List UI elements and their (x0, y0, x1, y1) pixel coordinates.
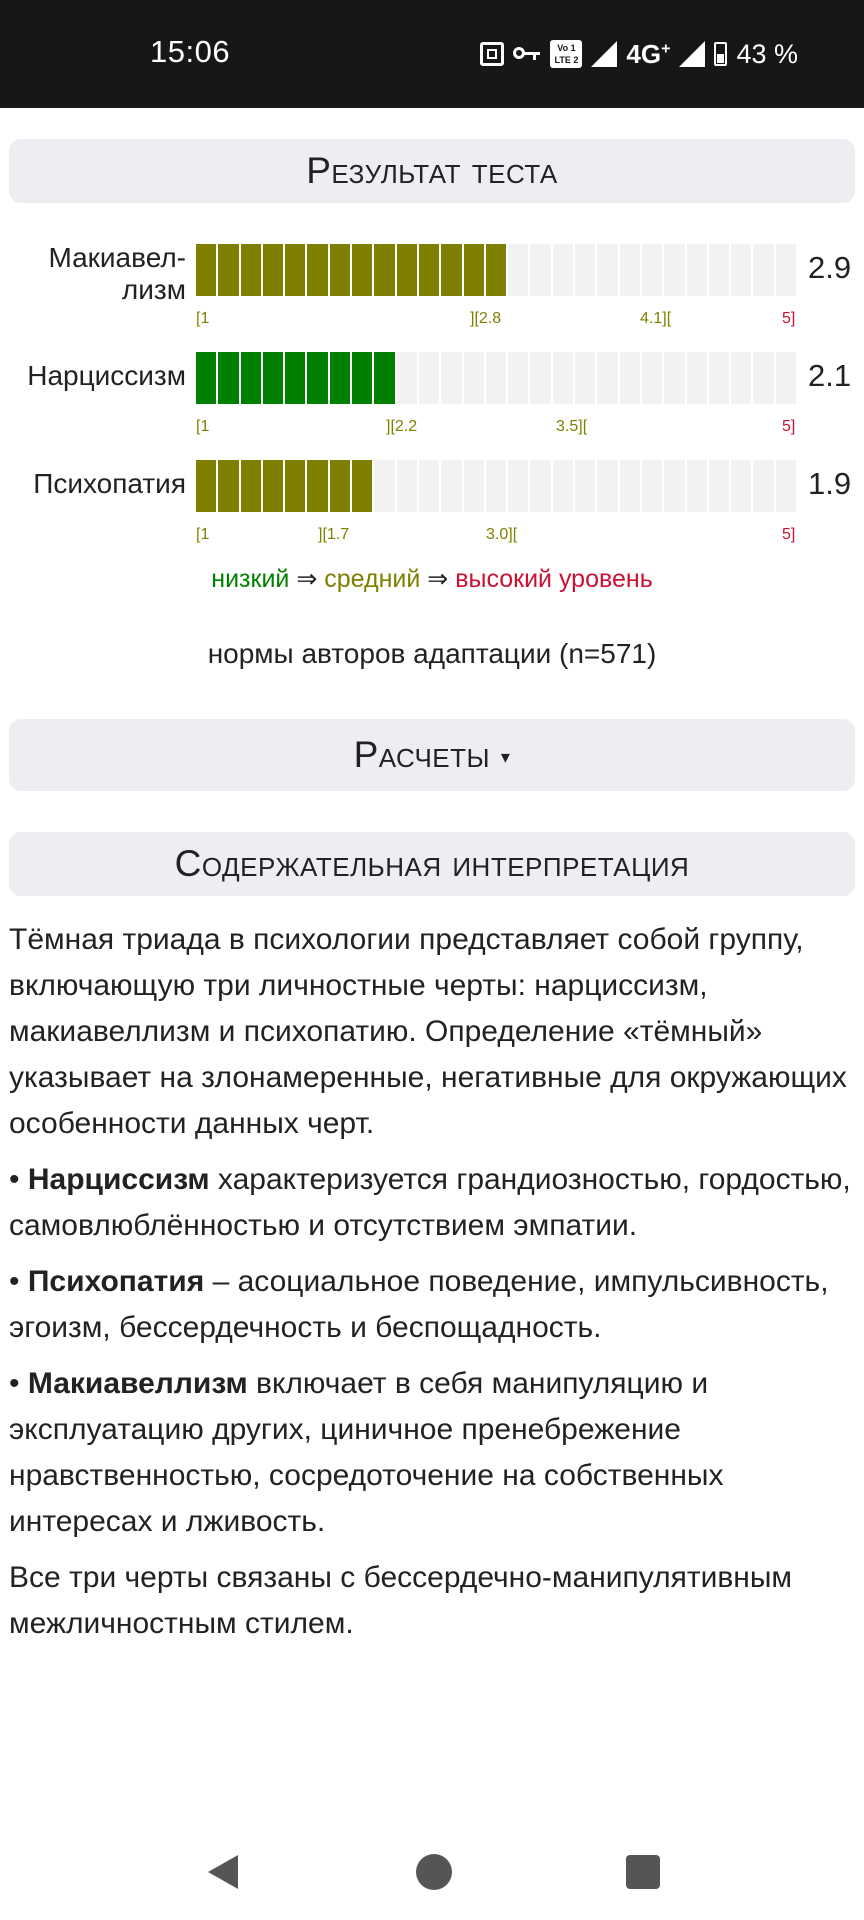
bar-cell-filled (285, 352, 305, 404)
list-item (9, 1361, 857, 1545)
bullet: • (9, 1367, 28, 1400)
score-value: 2.1 (808, 358, 852, 393)
bar-cell-empty (709, 244, 729, 296)
bar-cell-filled (441, 244, 461, 296)
bar-cell-empty (753, 244, 773, 296)
interpretation-intro: Тёмная триада в психологии представляет собой группу, включающую три личностные черты: нарциссизм, макиавеллизм и психопатию. Определение «тёмный» указывает на злонамеренные, негативные для окружающих особенности данных черт. (9, 923, 847, 1140)
results-header (9, 139, 855, 203)
score-bar-psychopathy (196, 460, 798, 512)
bar-cell-empty (419, 352, 439, 404)
row-label-line-2: лизм (121, 274, 186, 305)
interpretation-title: Содержательная интерпретация (174, 843, 690, 884)
network-sup: + (661, 39, 671, 57)
bar-cell-filled (285, 460, 305, 512)
bar-cell-empty (687, 352, 707, 404)
volte-line-2: LTE 2 (554, 55, 579, 65)
recents-icon[interactable] (626, 1855, 660, 1889)
score-bar-narcissism (196, 352, 798, 404)
bar-cell-empty (731, 352, 751, 404)
bar-cell-empty (575, 460, 595, 512)
bar-cell-filled (374, 352, 394, 404)
bar-cell-empty (687, 460, 707, 512)
score-bar-machiavellianism (196, 244, 798, 296)
bar-cell-empty (664, 460, 684, 512)
row-label-line-1: Макиавел- (48, 242, 186, 273)
bullet: • (9, 1265, 28, 1298)
scale-max: 5] (782, 526, 796, 543)
term-description: включает в себя манипуляцию и эксплуатацию других, циничное пренебрежение нравственностью, сосредоточение на собственных интересах и лживость. (9, 1367, 724, 1538)
term-description: характеризуется грандиозностью, гордостью, самовлюблённостью и отсутствием эмпатии. (9, 1163, 851, 1242)
vpn-key-icon (513, 47, 541, 61)
bar-cell-filled (196, 244, 216, 296)
network-type (626, 39, 670, 70)
interpretation-text (9, 917, 857, 1657)
bar-cell-filled (218, 352, 238, 404)
bar-cell-empty (553, 460, 573, 512)
bar-cell-empty (397, 352, 417, 404)
battery-icon (714, 42, 727, 66)
bar-cell-empty (753, 352, 773, 404)
volte-icon (550, 40, 582, 68)
bar-cell-empty (620, 460, 640, 512)
bar-cell-filled (374, 244, 394, 296)
bar-cell-empty (508, 244, 528, 296)
bar-cell-empty (553, 244, 573, 296)
bar-cell-filled (241, 460, 261, 512)
scale-min: [1 (196, 310, 210, 327)
row-label-psychopathy (0, 468, 186, 500)
bar-cell-empty (575, 244, 595, 296)
bar-cell-filled (486, 244, 506, 296)
bar-cell-empty (441, 460, 461, 512)
norms-note: нормы авторов адаптации (n=571) (207, 638, 657, 669)
row-label-narcissism (0, 360, 186, 392)
scale-high-threshold: 3.0][ (486, 526, 518, 543)
scale-high-threshold: 3.5][ (556, 418, 588, 435)
bar-cell-empty (664, 244, 684, 296)
system-nav-bar (0, 1824, 864, 1920)
chevron-down-icon: ▾ (500, 747, 511, 768)
bar-cell-empty (530, 244, 550, 296)
legend-low: низкий (211, 565, 290, 593)
bar-cell-empty (575, 352, 595, 404)
bar-cell-filled (218, 244, 238, 296)
bar-cell-empty (731, 460, 751, 512)
bar-cell-empty (374, 460, 394, 512)
row-label-line-1: Нарциссизм (27, 360, 186, 391)
scale-high-threshold: 4.1][ (640, 310, 672, 327)
home-icon[interactable] (416, 1854, 452, 1890)
signal-icon (591, 41, 617, 67)
bar-cell-empty (486, 352, 506, 404)
bar-cell-filled (352, 352, 372, 404)
row-label-machiavellianism (0, 242, 186, 306)
bar-cell-empty (664, 352, 684, 404)
interpretation-outro: Все три черты связаны с бессердечно-манипулятивным межличностным стилем. (9, 1561, 793, 1640)
calculations-toggle[interactable] (9, 719, 855, 791)
scale-low-threshold: ][1.7 (318, 526, 350, 543)
status-time: 15:06 (150, 34, 231, 69)
row-label-line-1: Психопатия (33, 468, 186, 499)
calculations-title: Расчеты (353, 734, 491, 775)
bar-cell-filled (464, 244, 484, 296)
bar-cell-filled (307, 352, 327, 404)
list-item (9, 1157, 857, 1249)
bar-cell-empty (642, 352, 662, 404)
legend-arrow: ⇒ (296, 565, 318, 593)
bar-cell-empty (486, 460, 506, 512)
status-icons (480, 34, 798, 74)
bar-cell-empty (709, 352, 729, 404)
score-value: 1.9 (808, 466, 852, 501)
volte-line-1: Vo 1 (557, 43, 576, 53)
network-label: 4G (626, 38, 662, 69)
bar-cell-empty (642, 244, 662, 296)
bar-cell-empty (731, 244, 751, 296)
bar-cell-empty (620, 352, 640, 404)
back-icon[interactable] (208, 1855, 238, 1889)
term: Нарциссизм (27, 1163, 210, 1196)
bullet: • (9, 1163, 28, 1196)
term-description: – асоциальное поведение, импульсивность, эгоизм, бессердечность и беспощадность. (9, 1265, 829, 1344)
bar-cell-filled (241, 244, 261, 296)
bar-cell-empty (642, 460, 662, 512)
bar-cell-empty (753, 460, 773, 512)
bar-cell-empty (597, 352, 617, 404)
bar-cell-empty (508, 460, 528, 512)
interpretation-header (9, 832, 855, 896)
list-item (9, 1259, 857, 1351)
bar-cell-empty (419, 460, 439, 512)
legend-arrow: ⇒ (427, 565, 449, 593)
bar-cell-filled (352, 244, 372, 296)
bar-cell-empty (776, 352, 796, 404)
scale-low-threshold: ][2.8 (470, 310, 502, 327)
bar-cell-empty (508, 352, 528, 404)
bar-cell-filled (263, 460, 283, 512)
bar-cell-filled (241, 352, 261, 404)
bar-cell-empty (709, 460, 729, 512)
results-title: Результат теста (306, 150, 558, 191)
bar-cell-filled (307, 460, 327, 512)
legend-mid: средний (324, 565, 421, 593)
scale-min: [1 (196, 418, 210, 435)
bar-cell-empty (776, 244, 796, 296)
bar-cell-filled (263, 352, 283, 404)
bar-cell-filled (263, 244, 283, 296)
bar-cell-filled (397, 244, 417, 296)
bar-cell-empty (464, 352, 484, 404)
scale-min: [1 (196, 526, 210, 543)
bar-cell-filled (330, 460, 350, 512)
bar-cell-empty (553, 352, 573, 404)
term: Психопатия (27, 1265, 205, 1298)
bar-cell-filled (307, 244, 327, 296)
bar-cell-empty (530, 352, 550, 404)
bar-cell-empty (687, 244, 707, 296)
bar-cell-filled (330, 244, 350, 296)
signal-icon (679, 41, 705, 67)
battery-percent: 43 % (736, 38, 798, 69)
bar-cell-filled (352, 460, 372, 512)
bar-cell-filled (196, 460, 216, 512)
bar-cell-empty (530, 460, 550, 512)
nfc-icon (480, 42, 504, 66)
bar-cell-filled (330, 352, 350, 404)
bar-cell-empty (464, 460, 484, 512)
bar-cell-filled (218, 460, 238, 512)
term: Макиавеллизм (27, 1367, 248, 1400)
bar-cell-empty (776, 460, 796, 512)
legend-high: высокий уровень (455, 565, 653, 593)
bar-cell-empty (597, 244, 617, 296)
scale-max: 5] (782, 310, 796, 327)
bar-cell-empty (620, 244, 640, 296)
bar-cell-empty (441, 352, 461, 404)
bar-cell-filled (419, 244, 439, 296)
scale-max: 5] (782, 418, 796, 435)
level-legend (0, 564, 864, 594)
scale-low-threshold: ][2.2 (386, 418, 418, 435)
bar-cell-empty (397, 460, 417, 512)
score-value: 2.9 (808, 250, 852, 285)
bar-cell-empty (597, 460, 617, 512)
bar-cell-filled (196, 352, 216, 404)
status-bar (0, 0, 864, 108)
bar-cell-filled (285, 244, 305, 296)
